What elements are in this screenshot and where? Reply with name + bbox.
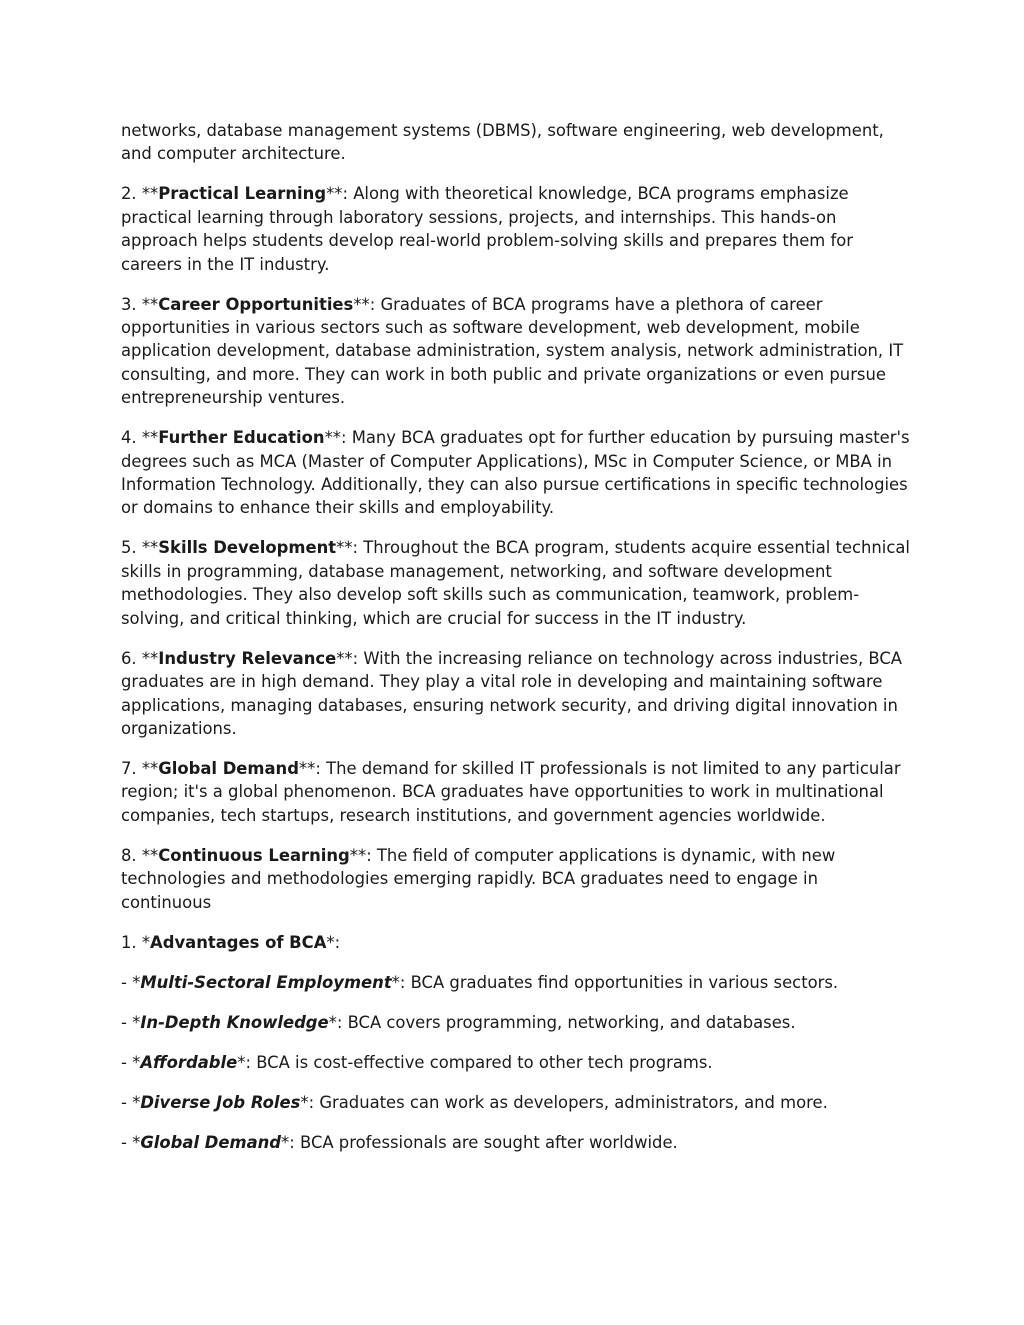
item-prefix: 6. ** [121,648,159,668]
bullet-body: BCA graduates find opportunities in various sectors. [410,972,839,992]
bullet-title: Multi-Sectoral Employment [140,972,392,992]
bullet-suffix: *: [300,1092,320,1112]
item-title: Continuous Learning [158,845,350,865]
bullet-suffix: *: [328,1012,348,1032]
bullet-title: Global Demand [140,1132,282,1152]
item-body: The demand for skilled IT professionals is not limited to any particular region; it's a global phenomenon. BCA graduates have opportunities to work in multinational companies, tech startups, research institutions, and government agencies worldwide. [121,758,901,825]
bullet-prefix: - * [121,1092,141,1112]
item-body: Along with theoretical knowledge, BCA programs emphasize practical learning through laboratory sessions, projects, and internships. This hands-on approach helps students develop real-world problem-solving skills and prepares them for careers in the IT industry. [121,184,854,274]
bullet-suffix: *: [281,1132,300,1152]
bullet-body: BCA professionals are sought after worldwide. [299,1132,678,1152]
item-title: Career Opportunities [158,294,354,314]
bullet-body: BCA is cost-effective compared to other tech programs. [256,1052,713,1072]
item-title: Global Demand [158,758,299,778]
list-item [121,182,911,276]
bullet-suffix: *: [237,1052,257,1072]
item-body: Many BCA graduates opt for further education by pursuing master's degrees such as MCA (Master of Computer Applications), MSc in Computer Science, or MBA in Information Technology. Additionally, they can also pursue certifications in specific technologies or domains to enhance their skills and employability. [121,428,910,518]
item-title: Skills Development [158,538,337,558]
bullet-title: In-Depth Knowledge [140,1012,329,1032]
intro-paragraph: networks, database management systems (DBMS), software engineering, web development, and computer architecture. [121,121,884,164]
bullet-item [121,1051,911,1074]
item-prefix: 8. ** [121,845,159,865]
document-page [121,119,911,1171]
bullet-prefix: - * [121,1052,141,1072]
item-body: Throughout the BCA program, students acquire essential technical skills in programming, database management, networking, and software development methodologies. They also develop soft skills such as communication, teamwork, problem-solving, and critical thinking, which are crucial for success in the IT industry. [121,538,910,628]
heading-title: Advantages of BCA [150,932,327,952]
item-title: Practical Learning [158,184,327,204]
item-suffix: **: [349,845,377,865]
item-prefix: 3. ** [121,294,159,314]
item-suffix: **: [353,294,381,314]
bullet-prefix: - * [121,1012,141,1032]
bullet-title: Affordable [140,1052,238,1072]
heading-prefix: 1. * [121,932,151,952]
bullet-prefix: - * [121,1132,141,1152]
item-body: Graduates of BCA programs have a plethora of career opportunities in various sectors such as software development, web development, mobile application development, database administration, system analysis, network administration, IT consulting, and more. They can work in both public and private organizations or even pursue entrepreneurship ventures. [121,294,904,408]
list-item [121,293,911,410]
bullet-item [121,1011,911,1034]
list-item [121,844,911,914]
bullet-item [121,1091,911,1114]
item-suffix: **: [336,538,364,558]
bullet-suffix: *: [391,972,411,992]
bullet-item [121,971,911,994]
item-suffix: **: [326,184,354,204]
item-prefix: 5. ** [121,538,159,558]
bullet-body: Graduates can work as developers, administrators, and more. [319,1092,828,1112]
item-body: With the increasing reliance on technology across industries, BCA graduates are in high demand. They play a vital role in developing and maintaining software applications, managing databases, ensuring network security, and driving digital innovation in organizations. [121,648,902,738]
list-item [121,536,911,630]
list-item [121,757,911,827]
advantages-heading [121,931,911,954]
item-body: The field of computer applications is dynamic, with new technologies and methodologies emerging rapidly. BCA graduates need to engage in continuous [121,845,836,912]
item-title: Industry Relevance [158,648,337,668]
heading-suffix: *: [326,932,341,952]
item-prefix: 7. ** [121,758,159,778]
item-suffix: **: [298,758,327,778]
list-item [121,647,911,741]
bullet-body: BCA covers programming, networking, and databases. [347,1012,796,1032]
list-item [121,426,911,520]
item-title: Further Education [158,428,325,448]
bullet-title: Diverse Job Roles [140,1092,301,1112]
item-prefix: 4. ** [121,428,159,448]
bullet-prefix: - * [121,972,141,992]
bullet-item [121,1131,911,1154]
item-suffix: **: [324,428,352,448]
item-suffix: **: [336,648,364,668]
item-prefix: 2. ** [121,184,159,204]
